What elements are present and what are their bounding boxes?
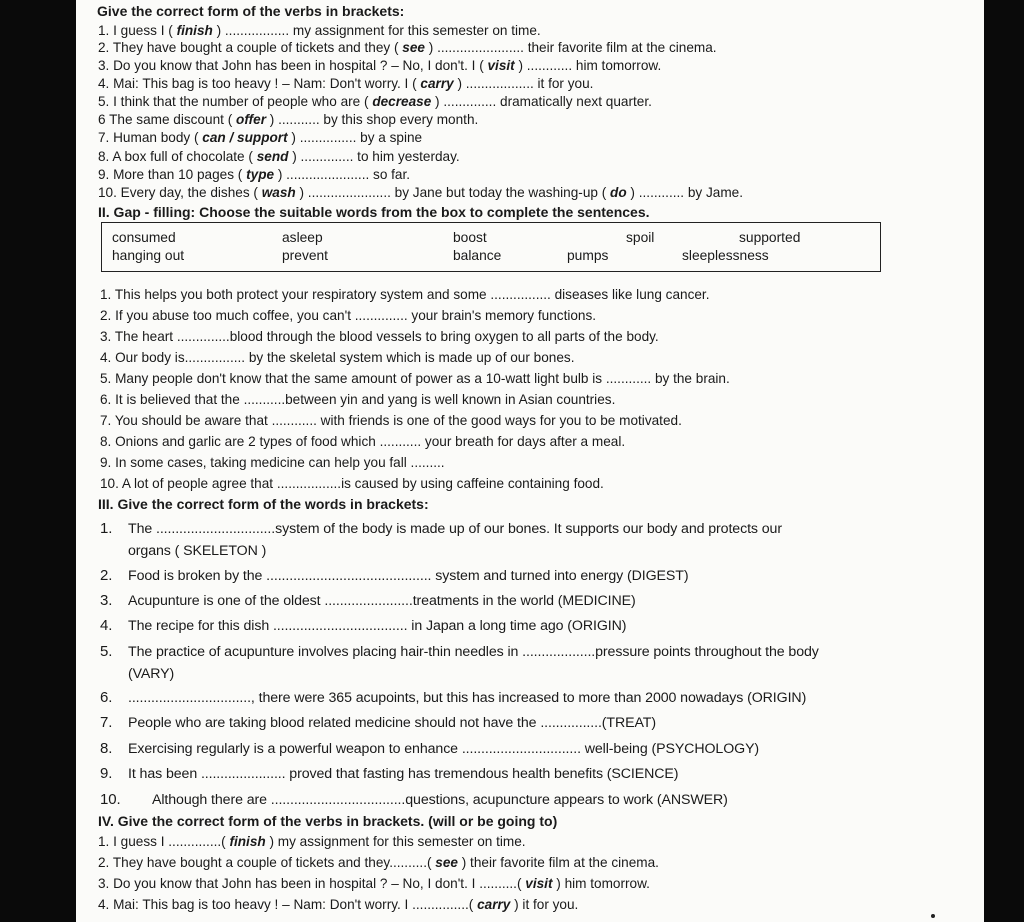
box-word-prevent: prevent xyxy=(282,248,329,263)
page-dot-mark xyxy=(931,914,935,918)
part2-item-7: 7. You should be aware that ............ with friends is one of the good ways for you to be motivated. xyxy=(100,413,682,428)
part2-item-8: 8. Onions and garlic are 2 types of food which ........... your breath for days after a meal. xyxy=(100,434,626,449)
part1-item-4: 4. Mai: This bag is too heavy ! – Nam: Don't worry. I ( carry ) .................. it for you. xyxy=(98,76,594,91)
part2-item-10: 10. A lot of people agree that .................is caused by using caffeine containing food. xyxy=(100,476,604,491)
part3-item-5-cont: (VARY) xyxy=(128,666,175,682)
part4-item-3: 3. Do you know that John has been in hospital ? – No, I don't. I ..........( visit ) him tomorrow. xyxy=(98,876,650,891)
worksheet-page xyxy=(76,0,984,922)
part2-item-5: 5. Many people don't know that the same amount of power as a 10-watt light bulb is ............ by the brain. xyxy=(100,371,730,386)
part1-item-8: 8. A box full of chocolate ( send ) .............. to him yesterday. xyxy=(98,149,460,164)
word-box xyxy=(101,222,881,272)
part1-item-3: 3. Do you know that John has been in hospital ? – No, I don't. I ( visit ) ............ him tomorrow. xyxy=(98,58,662,73)
part4-item-1: 1. I guess I ..............( finish ) my assignment for this semester on time. xyxy=(98,834,526,849)
part1-item-7: 7. Human body ( can / support ) ............... by a spine xyxy=(98,130,423,145)
part1-item-10: 10. Every day, the dishes ( wash ) ...................... by Jane but today the washing-up ( do ) ............ by Jame. xyxy=(98,185,743,200)
part2-item-2: 2. If you abuse too much coffee, you can't .............. your brain's memory functions. xyxy=(100,308,597,323)
part3-item-2: 2. Food is broken by the ........................................... system and turned into energy (DIGEST) xyxy=(100,567,689,584)
part3-item-4: 4. The recipe for this dish ................................... in Japan a long time ago (ORIGIN) xyxy=(100,617,627,634)
part2-item-1: 1. This helps you both protect your respiratory system and some ................ diseases like lung cancer. xyxy=(100,287,710,302)
part4-item-4: 4. Mai: This bag is too heavy ! – Nam: Don't worry. I ...............( carry ) it for you. xyxy=(98,897,579,912)
box-word-balance: balance xyxy=(453,248,502,263)
box-word-consumed: consumed xyxy=(112,230,176,245)
part3-item-9: 9. It has been ...................... proved that fasting has tremendous health benefits (SCIENCE) xyxy=(100,765,679,782)
part3-item-10: 10. Although there are ...................................questions, acupuncture appears to work (ANSWER) xyxy=(100,791,728,808)
part2-item-9: 9. In some cases, taking medicine can help you fall ......... xyxy=(100,455,445,470)
box-word-supported: supported xyxy=(739,230,801,245)
part1-item-6: 6 The same discount ( offer ) ........... by this shop every month. xyxy=(98,112,479,127)
part1-item-5: 5. I think that the number of people who are ( decrease ) .............. dramatically next quarter. xyxy=(98,94,652,109)
part2-item-6: 6. It is believed that the ...........between yin and yang is well known in Asian countries. xyxy=(100,392,616,407)
part2-item-4: 4. Our body is................ by the skeletal system which is made up of our bones. xyxy=(100,350,575,365)
part2-item-3: 3. The heart ..............blood through the blood vessels to bring oxygen to all parts of the body. xyxy=(100,329,659,344)
part3-item-1-cont: organs ( SKELETON ) xyxy=(128,543,267,559)
box-word-pumps: pumps xyxy=(567,248,609,263)
part1-item-1: 1. I guess I ( finish ) ................. my assignment for this semester on time. xyxy=(98,23,541,38)
part4-item-2: 2. They have bought a couple of tickets and they..........( see ) their favorite film at the cinema. xyxy=(98,855,659,870)
part3-item-6: 6. ................................, there were 365 acupoints, but this has increased to more than 2000 nowadays (ORIGIN) xyxy=(100,689,807,706)
part3-item-8: 8. Exercising regularly is a powerful weapon to enhance ............................... well-being (PSYCHOLOGY) xyxy=(100,740,760,757)
part2-title: II. Gap - filling: Choose the suitable words from the box to complete the sentences. xyxy=(98,204,650,220)
part3-item-7: 7. People who are taking blood related medicine should not have the ................(TREAT) xyxy=(100,714,656,731)
box-word-sleeplessness: sleeplessness xyxy=(682,248,769,263)
box-word-asleep: asleep xyxy=(282,230,323,245)
part3-item-5: 5. The practice of acupunture involves placing hair-thin needles in ...................pressure points throughout the body xyxy=(100,643,819,660)
box-word-spoil: spoil xyxy=(626,230,655,245)
part4-title: IV. Give the correct form of the verbs in brackets. (will or be going to) xyxy=(98,813,558,829)
part1-title: Give the correct form of the verbs in brackets: xyxy=(97,3,405,19)
part3-title: III. Give the correct form of the words in brackets: xyxy=(98,496,429,512)
part1-item-9: 9. More than 10 pages ( type ) ...................... so far. xyxy=(98,167,411,182)
box-word-boost: boost xyxy=(453,230,487,245)
part3-item-1: 1. The ...............................system of the body is made up of our bones. It supports our body and protects our xyxy=(100,520,782,537)
part3-item-3: 3. Acupunture is one of the oldest .......................treatments in the world (MEDICINE) xyxy=(100,592,636,609)
box-word-hanging-out: hanging out xyxy=(112,248,185,263)
part1-item-2: 2. They have bought a couple of tickets and they ( see ) ....................... their favorite film at the cinema. xyxy=(98,40,717,55)
